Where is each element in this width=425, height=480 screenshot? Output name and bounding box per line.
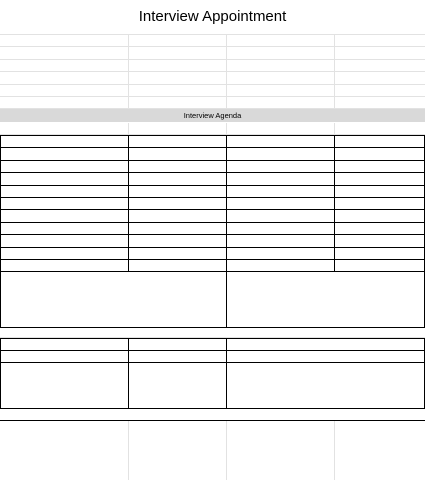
grid-line	[334, 421, 335, 480]
agenda-row-line	[0, 185, 425, 186]
rescheduling-column-header	[128, 339, 224, 350]
agenda-column-header	[0, 124, 126, 135]
maps-label	[0, 409, 200, 420]
agenda-row-line	[0, 197, 425, 198]
agenda-row-line	[0, 222, 425, 223]
info-label-left	[0, 97, 126, 108]
box-line	[128, 362, 129, 408]
agenda-col-line	[226, 135, 227, 271]
info-label-left	[0, 35, 126, 46]
agenda-column-header	[334, 124, 423, 135]
page-title: Interview Appointment	[138, 8, 287, 25]
agenda-heading: Interview Agenda	[0, 109, 425, 122]
info-label-right	[226, 85, 336, 96]
agenda-row-line	[0, 147, 425, 148]
info-label-right	[226, 97, 336, 108]
info-label-right	[226, 72, 336, 83]
agenda-row-line	[0, 271, 425, 272]
info-label-right	[226, 35, 336, 46]
agenda-row-line	[0, 234, 425, 235]
agenda-row-line	[0, 209, 425, 210]
info-label-right	[226, 47, 336, 58]
agenda-row-line	[0, 247, 425, 248]
box-line	[226, 272, 227, 327]
grid-line	[226, 421, 227, 480]
box-line	[0, 350, 425, 351]
rescheduling-column-header	[226, 339, 423, 350]
agenda-row-line	[0, 172, 425, 173]
agenda-row-line	[0, 259, 425, 260]
info-label-left	[0, 60, 126, 71]
agenda-col-line	[128, 135, 129, 271]
agenda-col-line	[334, 135, 335, 271]
grid-line	[128, 421, 129, 480]
agenda-row-line	[0, 135, 425, 136]
info-label-left	[0, 47, 126, 58]
agenda-row-line	[0, 160, 425, 161]
agenda-column-header	[226, 124, 332, 135]
info-label-left	[0, 85, 126, 96]
rescheduling-label	[0, 326, 200, 337]
box-line	[226, 362, 227, 408]
info-label-left	[0, 72, 126, 83]
agenda-col-line	[0, 135, 1, 271]
box-line	[0, 420, 425, 421]
acknowledgment-label	[0, 364, 124, 375]
info-label-right	[226, 60, 336, 71]
confirmation-label	[0, 273, 224, 284]
box-line	[0, 362, 425, 363]
rescheduling-column-header	[0, 339, 126, 350]
grid-line	[128, 34, 129, 109]
agenda-column-header	[128, 124, 224, 135]
